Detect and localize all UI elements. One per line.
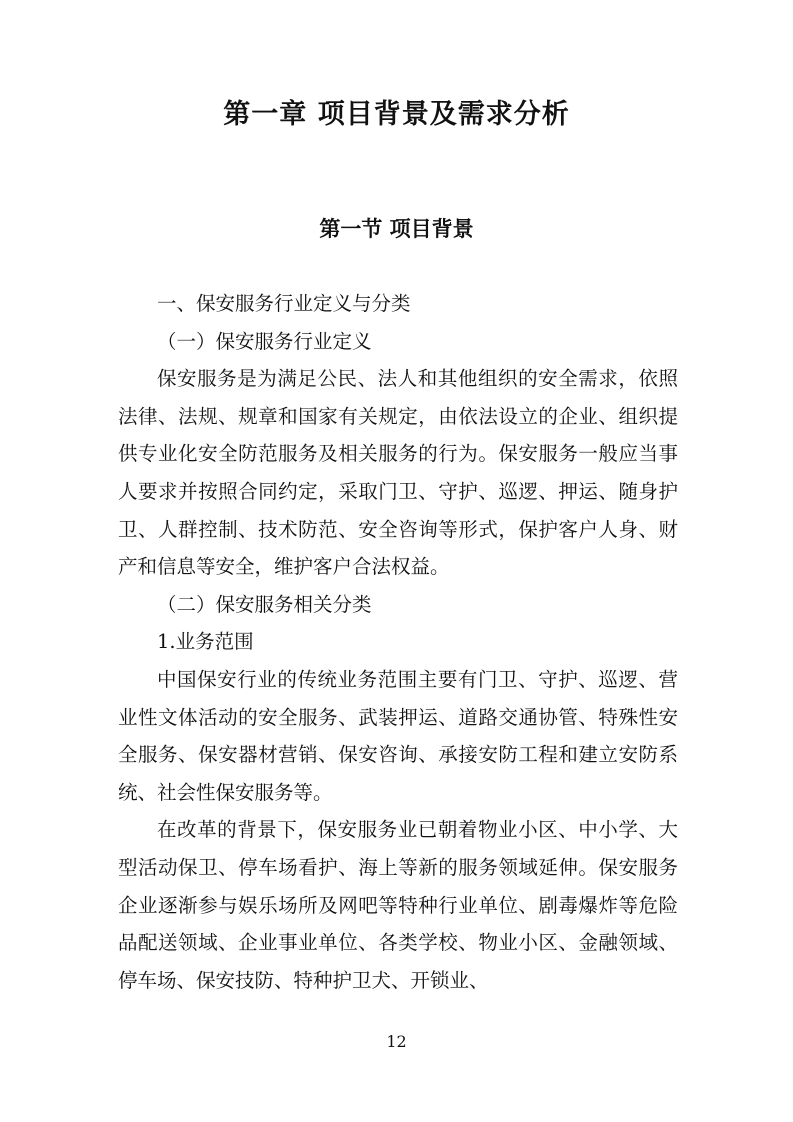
chapter-title: 第一章 项目背景及需求分析 [223, 99, 570, 130]
body-text [118, 285, 678, 999]
paragraph: 中国保安行业的传统业务范围主要有门卫、守护、巡逻、营业性文体活动的安全服务、武装押运、道路交通协管、特殊性安全服务、保安器材营销、保安咨询、承接安防工程和建立安防系统、社会性保安服务等。 [118, 667, 678, 804]
heading-level-3: 1.业务范围 [157, 630, 254, 654]
page-number: 12 [386, 1032, 407, 1051]
heading-level-1: 一、保安服务行业定义与分类 [157, 292, 411, 315]
heading-level-2: （二）保安服务相关分类 [157, 592, 372, 616]
heading-level-2: （一）保安服务行业定义 [157, 329, 372, 353]
paragraph: 保安服务是为满足公民、法人和其他组织的安全需求，依照法律、法规、规章和国家有关规定，由依法设立的企业、组织提供专业化安全防范服务及相关服务的行为。保安服务一般应当事人要求并按照合同约定，采取门卫、守护、巡逻、押运、随身护卫、人群控制、技术防范、安全咨询等形式，保护客户人身、财产和信息等安全，维护客户合法权益。 [118, 367, 678, 579]
paragraph: 在改革的背景下，保安服务业已朝着物业小区、中小学、大型活动保卫、停车场看护、海上等新的服务领域延伸。保安服务企业逐渐参与娱乐场所及网吧等特种行业单位、剧毒爆炸等危险品配送领域、企业事业单位、各类学校、物业小区、金融领域、停车场、保安技防、特种护卫犬、开锁业、 [118, 818, 678, 992]
section-title: 第一节 项目背景 [319, 217, 474, 241]
